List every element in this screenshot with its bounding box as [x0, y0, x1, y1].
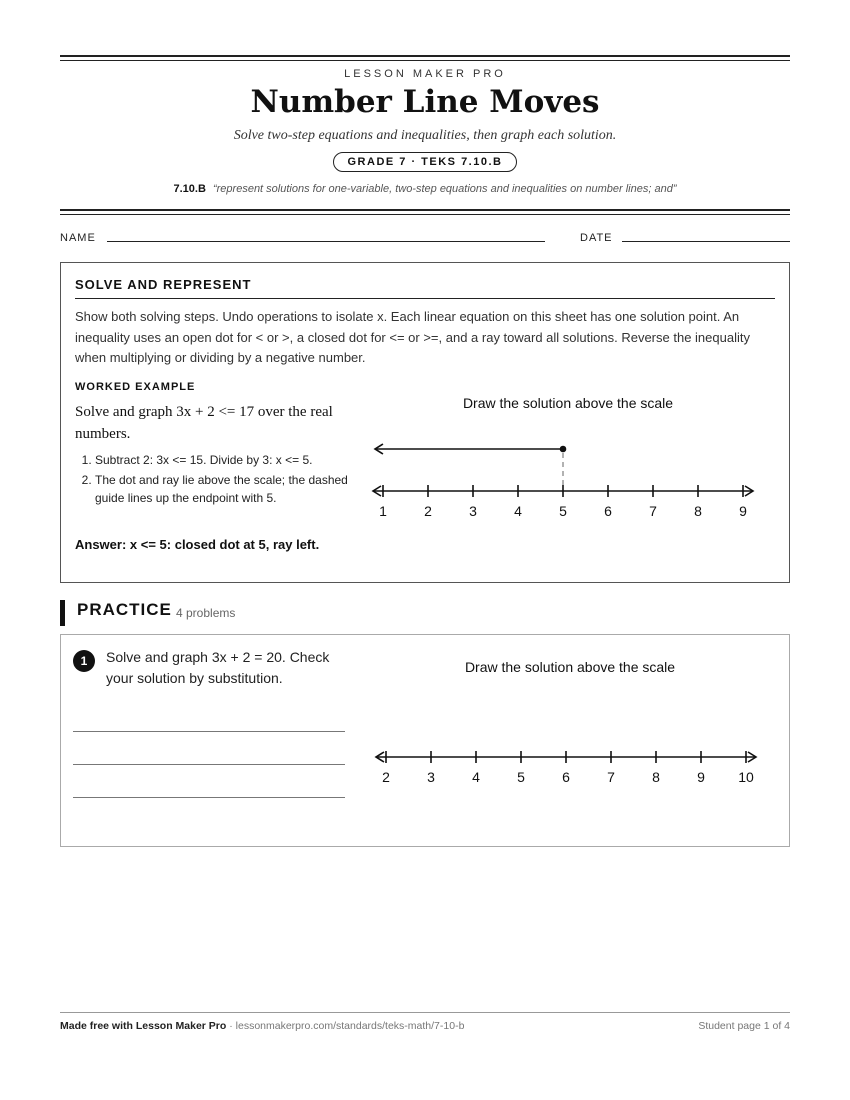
number-line-tick-label: 9 [697, 769, 705, 785]
worksheet-page [60, 0, 790, 1100]
worked-example-number-line [371, 433, 771, 523]
step-item: 2. The dot and ray lie above the scale; the dashed guide lines up the endpoint with 5. [95, 471, 370, 507]
number-line-tick-label: 6 [604, 503, 612, 519]
worked-example-problem: Solve and graph 3x + 2 <= 17 over the real numbers. [75, 404, 333, 442]
top-double-rule [60, 55, 790, 61]
number-line-tick-label: 6 [562, 769, 570, 785]
worked-example-label: WORKED EXAMPLE [75, 381, 196, 393]
number-line-tick-label: 3 [427, 769, 435, 785]
number-line-tick-label: 2 [382, 769, 390, 785]
number-line-tick-label: 4 [514, 503, 522, 519]
solution-closed-dot [560, 446, 566, 452]
page-title: Number Line Moves [250, 84, 600, 120]
date-label: DATE [580, 232, 613, 244]
worked-example-steps [75, 451, 370, 509]
number-line-tick-label: 2 [424, 503, 432, 519]
footer-rule [60, 1012, 790, 1013]
number-line-tick-label: 7 [607, 769, 615, 785]
number-line-tick-label: 5 [517, 769, 525, 785]
number-line-tick-label: 10 [738, 769, 754, 785]
name-field[interactable] [107, 241, 545, 242]
standard-text: “represent solutions for one-variable, two-step equations and inequalities on number lines; and” [212, 183, 677, 195]
step-item: 1. Subtract 2: 3x <= 15. Divide by 3: x <= 5. [95, 451, 370, 469]
standard-code: 7.10.B [173, 183, 206, 195]
number-line-tick-label: 1 [379, 503, 387, 519]
number-line-tick-label: 5 [559, 503, 567, 519]
number-line-tick-label: 8 [694, 503, 702, 519]
section-instructions: Show both solving steps. Undo operations to isolate x. Each linear equation on this sheet has one solution point. An inequality uses an open dot for < or >, a closed dot for <= or >=, and a ray toward all solutions. Reverse the inequality when multiplying or dividing by a negative number. [75, 309, 750, 365]
number-line-caption: Draw the solution above the scale [462, 395, 674, 411]
number-line-tick-label: 9 [739, 503, 747, 519]
footer-credit [60, 1020, 464, 1032]
answer-line[interactable] [73, 764, 345, 765]
answer-line[interactable] [73, 797, 345, 798]
grade-badge: GRADE 7 · TEKS 7.10.B [333, 152, 518, 172]
standard-statement [60, 183, 790, 195]
date-field[interactable] [622, 241, 790, 242]
section-heading: SOLVE AND REPRESENT [75, 277, 775, 299]
problem-number-badge: 1 [73, 650, 95, 672]
worked-example-answer: Answer: x <= 5: closed dot at 5, ray left. [75, 537, 320, 552]
footer-url[interactable]: · lessonmakerpro.com/standards/teks-math/7-10-b [226, 1020, 465, 1032]
brand-name: LESSON MAKER PRO [344, 68, 506, 80]
practice-count: 4 problems [176, 606, 236, 620]
footer-page-number: Student page 1 of 4 [698, 1020, 790, 1032]
problem-card [60, 634, 790, 847]
number-line-tick-label: 3 [469, 503, 477, 519]
solve-represent-section [60, 262, 790, 583]
number-line-caption: Draw the solution above the scale [464, 659, 676, 675]
name-label: NAME [60, 232, 96, 244]
practice-heading: PRACTICE [77, 600, 172, 619]
answer-line[interactable] [73, 731, 345, 732]
problem-text: Solve and graph 3x + 2 = 20. Check your solution by substitution. [106, 649, 330, 686]
number-line-tick-label: 4 [472, 769, 480, 785]
practice-accent-bar [60, 600, 65, 626]
problem-number-line[interactable] [374, 741, 774, 801]
header-bottom-double-rule [60, 209, 790, 215]
number-line-tick-label: 8 [652, 769, 660, 785]
footer-made-with: Made free with Lesson Maker Pro [60, 1020, 227, 1032]
page-subtitle: Solve two-step equations and inequalities, then graph each solution. [233, 128, 617, 143]
number-line-tick-label: 7 [649, 503, 657, 519]
